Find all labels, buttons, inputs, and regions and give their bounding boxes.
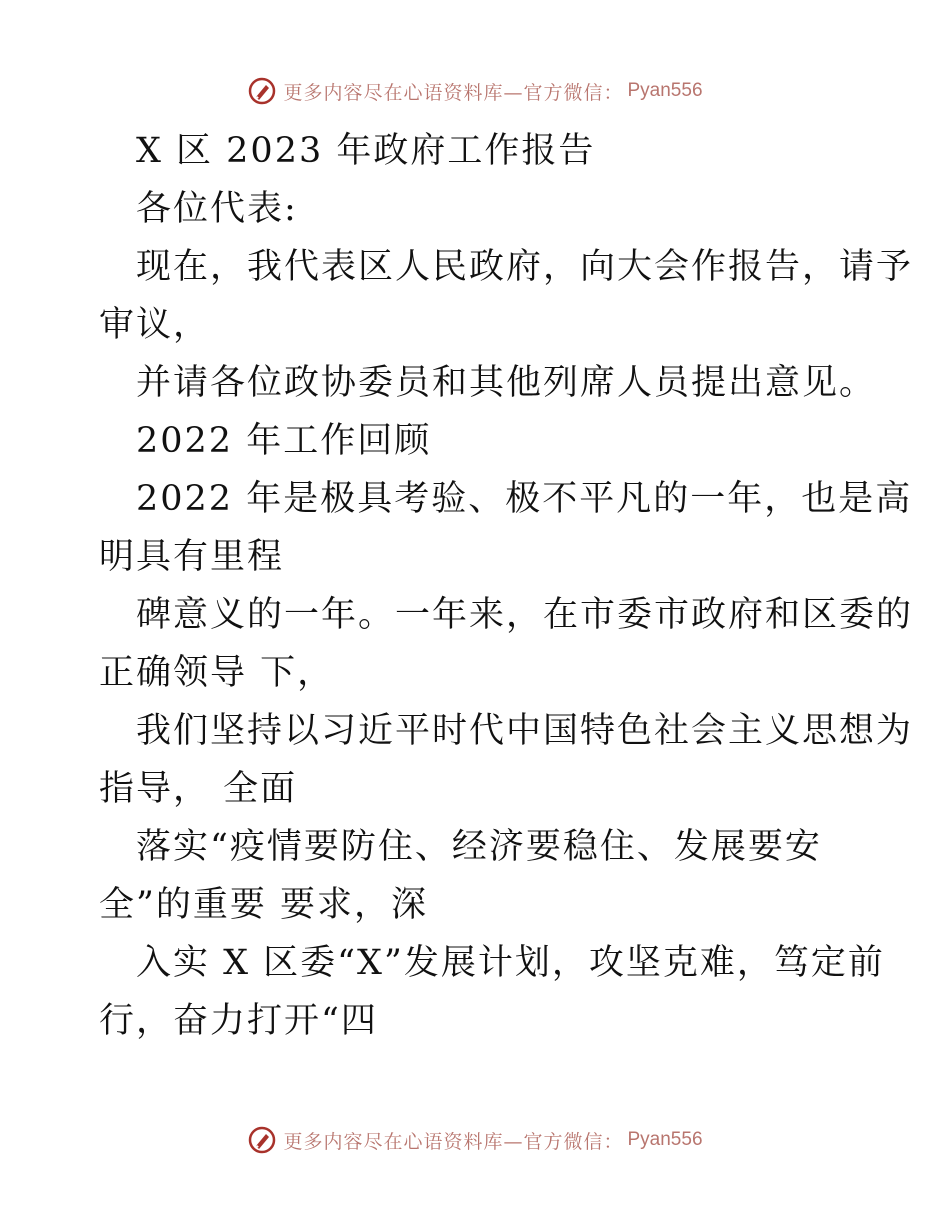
paragraph-line: 审议， bbox=[99, 305, 211, 345]
pen-logo-icon bbox=[247, 1125, 277, 1155]
watermark-text: 更多内容尽在心语资料库—官方微信： bbox=[283, 81, 624, 104]
paragraph-line: 碑意义的一年。一年来，在市委市政府和区委的 bbox=[136, 595, 914, 635]
footer-watermark bbox=[0, 1120, 950, 1160]
pen-logo-icon bbox=[247, 76, 277, 106]
paragraph-line: 全”的重要 要求，深 bbox=[99, 885, 429, 925]
paragraph-line: 明具有里程 bbox=[99, 537, 285, 577]
paragraph-line: 并请各位政协委员和其他列席人员提出意见。 bbox=[136, 363, 877, 403]
paragraph-line: 我们坚持以习近平时代中国特色社会主义思想为 bbox=[136, 711, 914, 751]
header-watermark bbox=[0, 71, 950, 111]
watermark-handle: Pyan556 bbox=[627, 80, 703, 101]
paragraph-line: 现在，我代表区人民政府，向大会作报告，请予 bbox=[136, 247, 914, 287]
paragraph-line: 落实“疫情要防住、经济要稳住、发展要安 bbox=[136, 827, 822, 867]
paragraph-line: 行，奋力打开“四 bbox=[99, 1001, 378, 1041]
paragraph-line: 正确领导 下， bbox=[99, 653, 335, 693]
watermark-text: 更多内容尽在心语资料库—官方微信： bbox=[283, 1130, 624, 1153]
paragraph-line: 2022 年是极具考验、极不平凡的一年，也是高 bbox=[136, 479, 913, 519]
salutation: 各位代表: bbox=[136, 189, 298, 229]
watermark-handle: Pyan556 bbox=[627, 1129, 703, 1150]
document-body bbox=[99, 122, 914, 1050]
section-heading: 2022 年工作回顾 bbox=[136, 421, 432, 461]
paragraph-line: 指导， 全面 bbox=[99, 769, 298, 809]
document-title: X 区 2023 年政府工作报告 bbox=[136, 131, 596, 171]
paragraph-line: 入实 X 区委“X”发展计划，攻坚克难，笃定前 bbox=[136, 943, 885, 983]
